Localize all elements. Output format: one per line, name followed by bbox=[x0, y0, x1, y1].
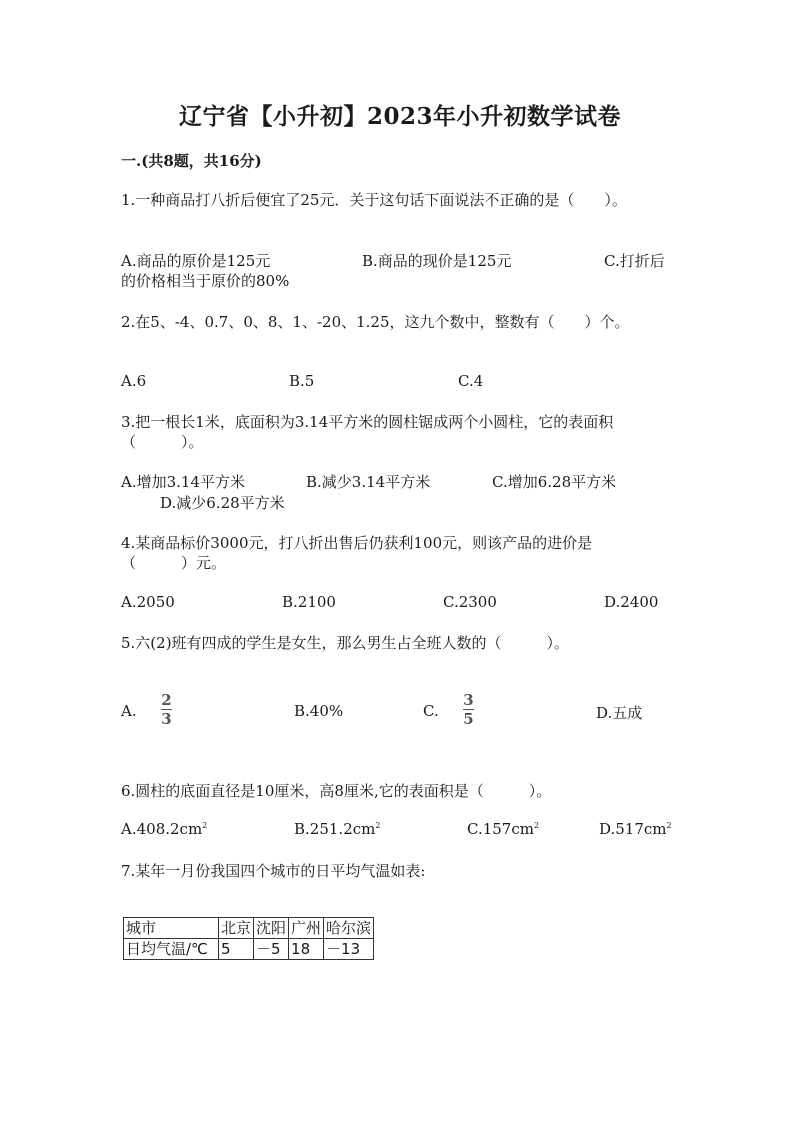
unit-superscript: 2 bbox=[533, 821, 540, 830]
table-cell: －5 bbox=[254, 939, 289, 960]
question-3-stem-line-2: （ ）。 bbox=[121, 433, 204, 451]
question-1-stem: 1.一种商品打八折后便宜了25元．关于这句话下面说法不正确的是（ ）。 bbox=[121, 191, 627, 209]
question-5-option-c-fraction bbox=[463, 692, 474, 727]
option-text: A.408.2cm bbox=[121, 820, 203, 838]
question-6-option-d bbox=[599, 820, 672, 838]
fraction-denominator: 3 bbox=[161, 710, 172, 728]
question-5-option-b: B.40% bbox=[294, 702, 344, 720]
unit-superscript: 2 bbox=[202, 821, 208, 830]
temperature-table bbox=[123, 917, 374, 960]
question-3-stem-line-1: 3.把一根长1米，底面积为3.14平方米的圆柱锯成两个小圆柱，它的表面积 bbox=[121, 413, 614, 431]
question-3-option-d: D.减少6.28平方米 bbox=[160, 494, 285, 512]
table-cell: 城市 bbox=[124, 918, 219, 939]
question-6-stem: 6.圆柱的底面直径是10厘米，高8厘米,它的表面积是（ ）。 bbox=[121, 782, 552, 800]
option-text: D.517cm bbox=[599, 820, 667, 838]
question-5-option-c-label: C. bbox=[423, 702, 439, 720]
question-6-option-b bbox=[294, 820, 380, 838]
fraction-denominator: 5 bbox=[463, 710, 474, 728]
table-cell: 日均气温/℃ bbox=[124, 939, 219, 960]
question-2-stem: 2.在5、-4、0.7、0、8、1、-20、1.25，这九个数中，整数有（ ）个。 bbox=[121, 313, 630, 331]
table-header-row bbox=[124, 918, 374, 939]
table-cell: 18 bbox=[289, 939, 324, 960]
question-4-option-a: A.2050 bbox=[121, 593, 175, 611]
question-4-stem-line-2: （ ）元。 bbox=[121, 554, 227, 572]
question-3-option-a: A.增加3.14平方米 bbox=[121, 473, 245, 491]
table-cell: 哈尔滨 bbox=[324, 918, 374, 939]
question-1-option-c: C.打折后 bbox=[604, 252, 665, 270]
question-3-option-b: B.减少3.14平方米 bbox=[306, 473, 431, 491]
question-1-option-a: A.商品的原价是125元 bbox=[121, 252, 271, 270]
question-5-option-a-label: A. bbox=[121, 702, 137, 720]
table-cell: 5 bbox=[219, 939, 254, 960]
fraction-numerator: 3 bbox=[463, 691, 474, 709]
question-2-option-b: B.5 bbox=[289, 372, 315, 390]
table-cell: 沈阳 bbox=[254, 918, 289, 939]
question-4-option-d: D.2400 bbox=[604, 593, 659, 611]
option-text: B.251.2cm bbox=[294, 820, 376, 838]
unit-superscript: 2 bbox=[375, 821, 381, 830]
table-cell: －13 bbox=[324, 939, 374, 960]
question-4-stem-line-1: 4.某商品标价3000元，打八折出售后仍获利100元，则该产品的进价是 bbox=[121, 534, 593, 552]
question-7-stem: 7.某年一月份我国四个城市的日平均气温如表: bbox=[121, 862, 426, 880]
table-row bbox=[124, 939, 374, 960]
fraction-numerator: 2 bbox=[161, 691, 172, 709]
question-2-option-c: C.4 bbox=[458, 372, 484, 390]
unit-superscript: 2 bbox=[666, 821, 672, 830]
question-5-option-a-fraction bbox=[161, 692, 172, 727]
question-4-option-c: C.2300 bbox=[443, 593, 497, 611]
question-4-option-b: B.2100 bbox=[282, 593, 336, 611]
question-1-option-b: B.商品的现价是125元 bbox=[362, 252, 512, 270]
question-6-option-c bbox=[467, 820, 539, 838]
question-6-option-a bbox=[121, 820, 207, 838]
question-1-option-c-continued: 的价格相当于原价的80% bbox=[121, 272, 290, 290]
question-2-option-a: A.6 bbox=[121, 372, 147, 390]
question-5-option-d: D.五成 bbox=[596, 704, 643, 722]
page-title: 辽宁省【小升初】2023年小升初数学试卷 bbox=[178, 103, 621, 130]
option-text: C.157cm bbox=[467, 820, 534, 838]
table-cell: 广州 bbox=[289, 918, 324, 939]
question-3-option-c: C.增加6.28平方米 bbox=[492, 473, 617, 491]
table-cell: 北京 bbox=[219, 918, 254, 939]
question-5-stem: 5.六(2)班有四成的学生是女生，那么男生占全班人数的（ ）。 bbox=[121, 634, 570, 652]
section-heading: 一.(共8题，共16分) bbox=[121, 152, 262, 170]
